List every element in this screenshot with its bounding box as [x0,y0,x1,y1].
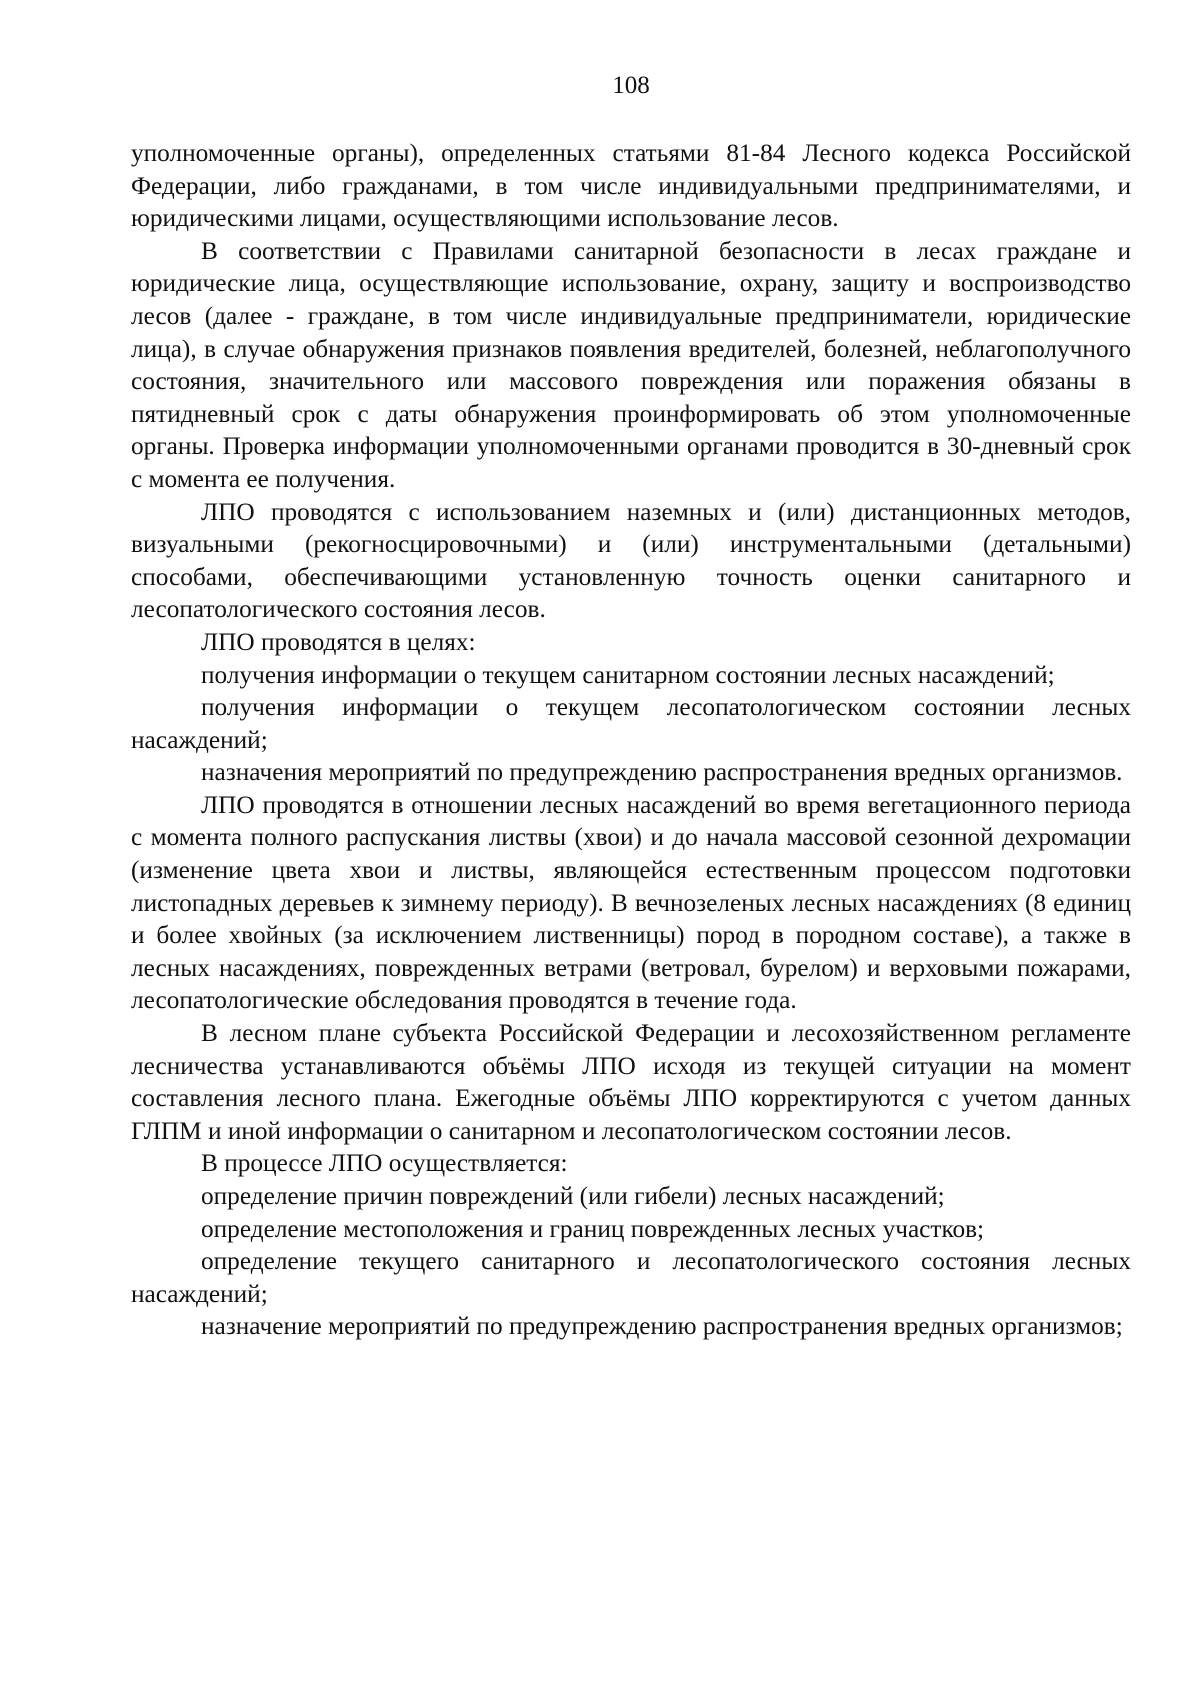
paragraph: В соответствии с Правилами санитарной безопасности в лесах граждане и юридические лица, осуществляющие использование, охрану, защиту и воспроизводство лесов (далее - граждане, в том числе индивидуальные предприниматели, юридические лица), в случае обнаружения признаков появления вредителей, болезней, неблагополучного состояния, значительного или массового повреждения или поражения обязаны в пятидневный срок с даты обнаружения проинформировать об этом уполномоченные органы. Проверка информации уполномоченными органами проводится в 30-дневный срок с момента ее получения. [131,236,1131,493]
paragraph: В процессе ЛПО осуществляется: [201,1149,568,1178]
paragraph: ЛПО проводятся с использованием наземных и (или) дистанционных методов, визуальными (рекогносцировочными) и (или) инструментальными (детальными) способами, обеспечивающими установленную точность оценки санитарного и лесопатологического состояния лесов. [131,497,1131,624]
list-item: получения информации о текущем санитарном состоянии лесных насаждений; [201,660,1055,689]
page-number: 108 [612,72,650,99]
document-body [131,137,1131,1343]
paragraph: В лесном плане субъекта Российской Федерации и лесохозяйственном регламенте лесничества устанавливаются объёмы ЛПО исходя из текущей ситуации на момент составления лесного плана. Ежегодные объёмы ЛПО корректируются с учетом данных ГЛПМ и иной информации о санитарном и лесопатологическом состоянии лесов. [131,1019,1131,1145]
list-item: определение местоположения и границ поврежденных лесных участков; [201,1214,985,1243]
list-item: определение текущего санитарного и лесопатологического состояния лесных насаждений; [131,1247,1131,1308]
list-item: определение причин повреждений (или гибели) лесных насаждений; [201,1182,945,1210]
paragraph: уполномоченные органы), определенных статьями 81-84 Лесного кодекса Российской Федерации, либо гражданами, в том числе индивидуальными предпринимателями, и юридическими лицами, осуществляющими использование лесов. [131,139,1131,233]
paragraph: ЛПО проводятся в целях: [201,627,476,656]
list-item: назначения мероприятий по предупреждению распространения вредных организмов. [201,758,1123,787]
list-item: назначение мероприятий по предупреждению распространения вредных организмов; [201,1312,1123,1341]
paragraph: ЛПО проводятся в отношении лесных насаждений во время вегетационного периода с момента полного распускания листвы (хвои) и до начала массовой сезонной дехромации (изменение цвета хвои и листвы, являющейся естественным процессом подготовки листопадных деревьев к зимнему периоду). В вечнозеленых лесных насаждениях (8 единиц и более хвойных (за исключением лиственницы) пород в породном составе), а также в лесных насаждениях, поврежденных ветрами (ветровал, бурелом) и верховыми пожарами, лесопатологические обследования проводятся в течение года. [131,790,1131,1015]
list-item: получения информации о текущем лесопатологическом состоянии лесных насаждений; [131,693,1131,754]
